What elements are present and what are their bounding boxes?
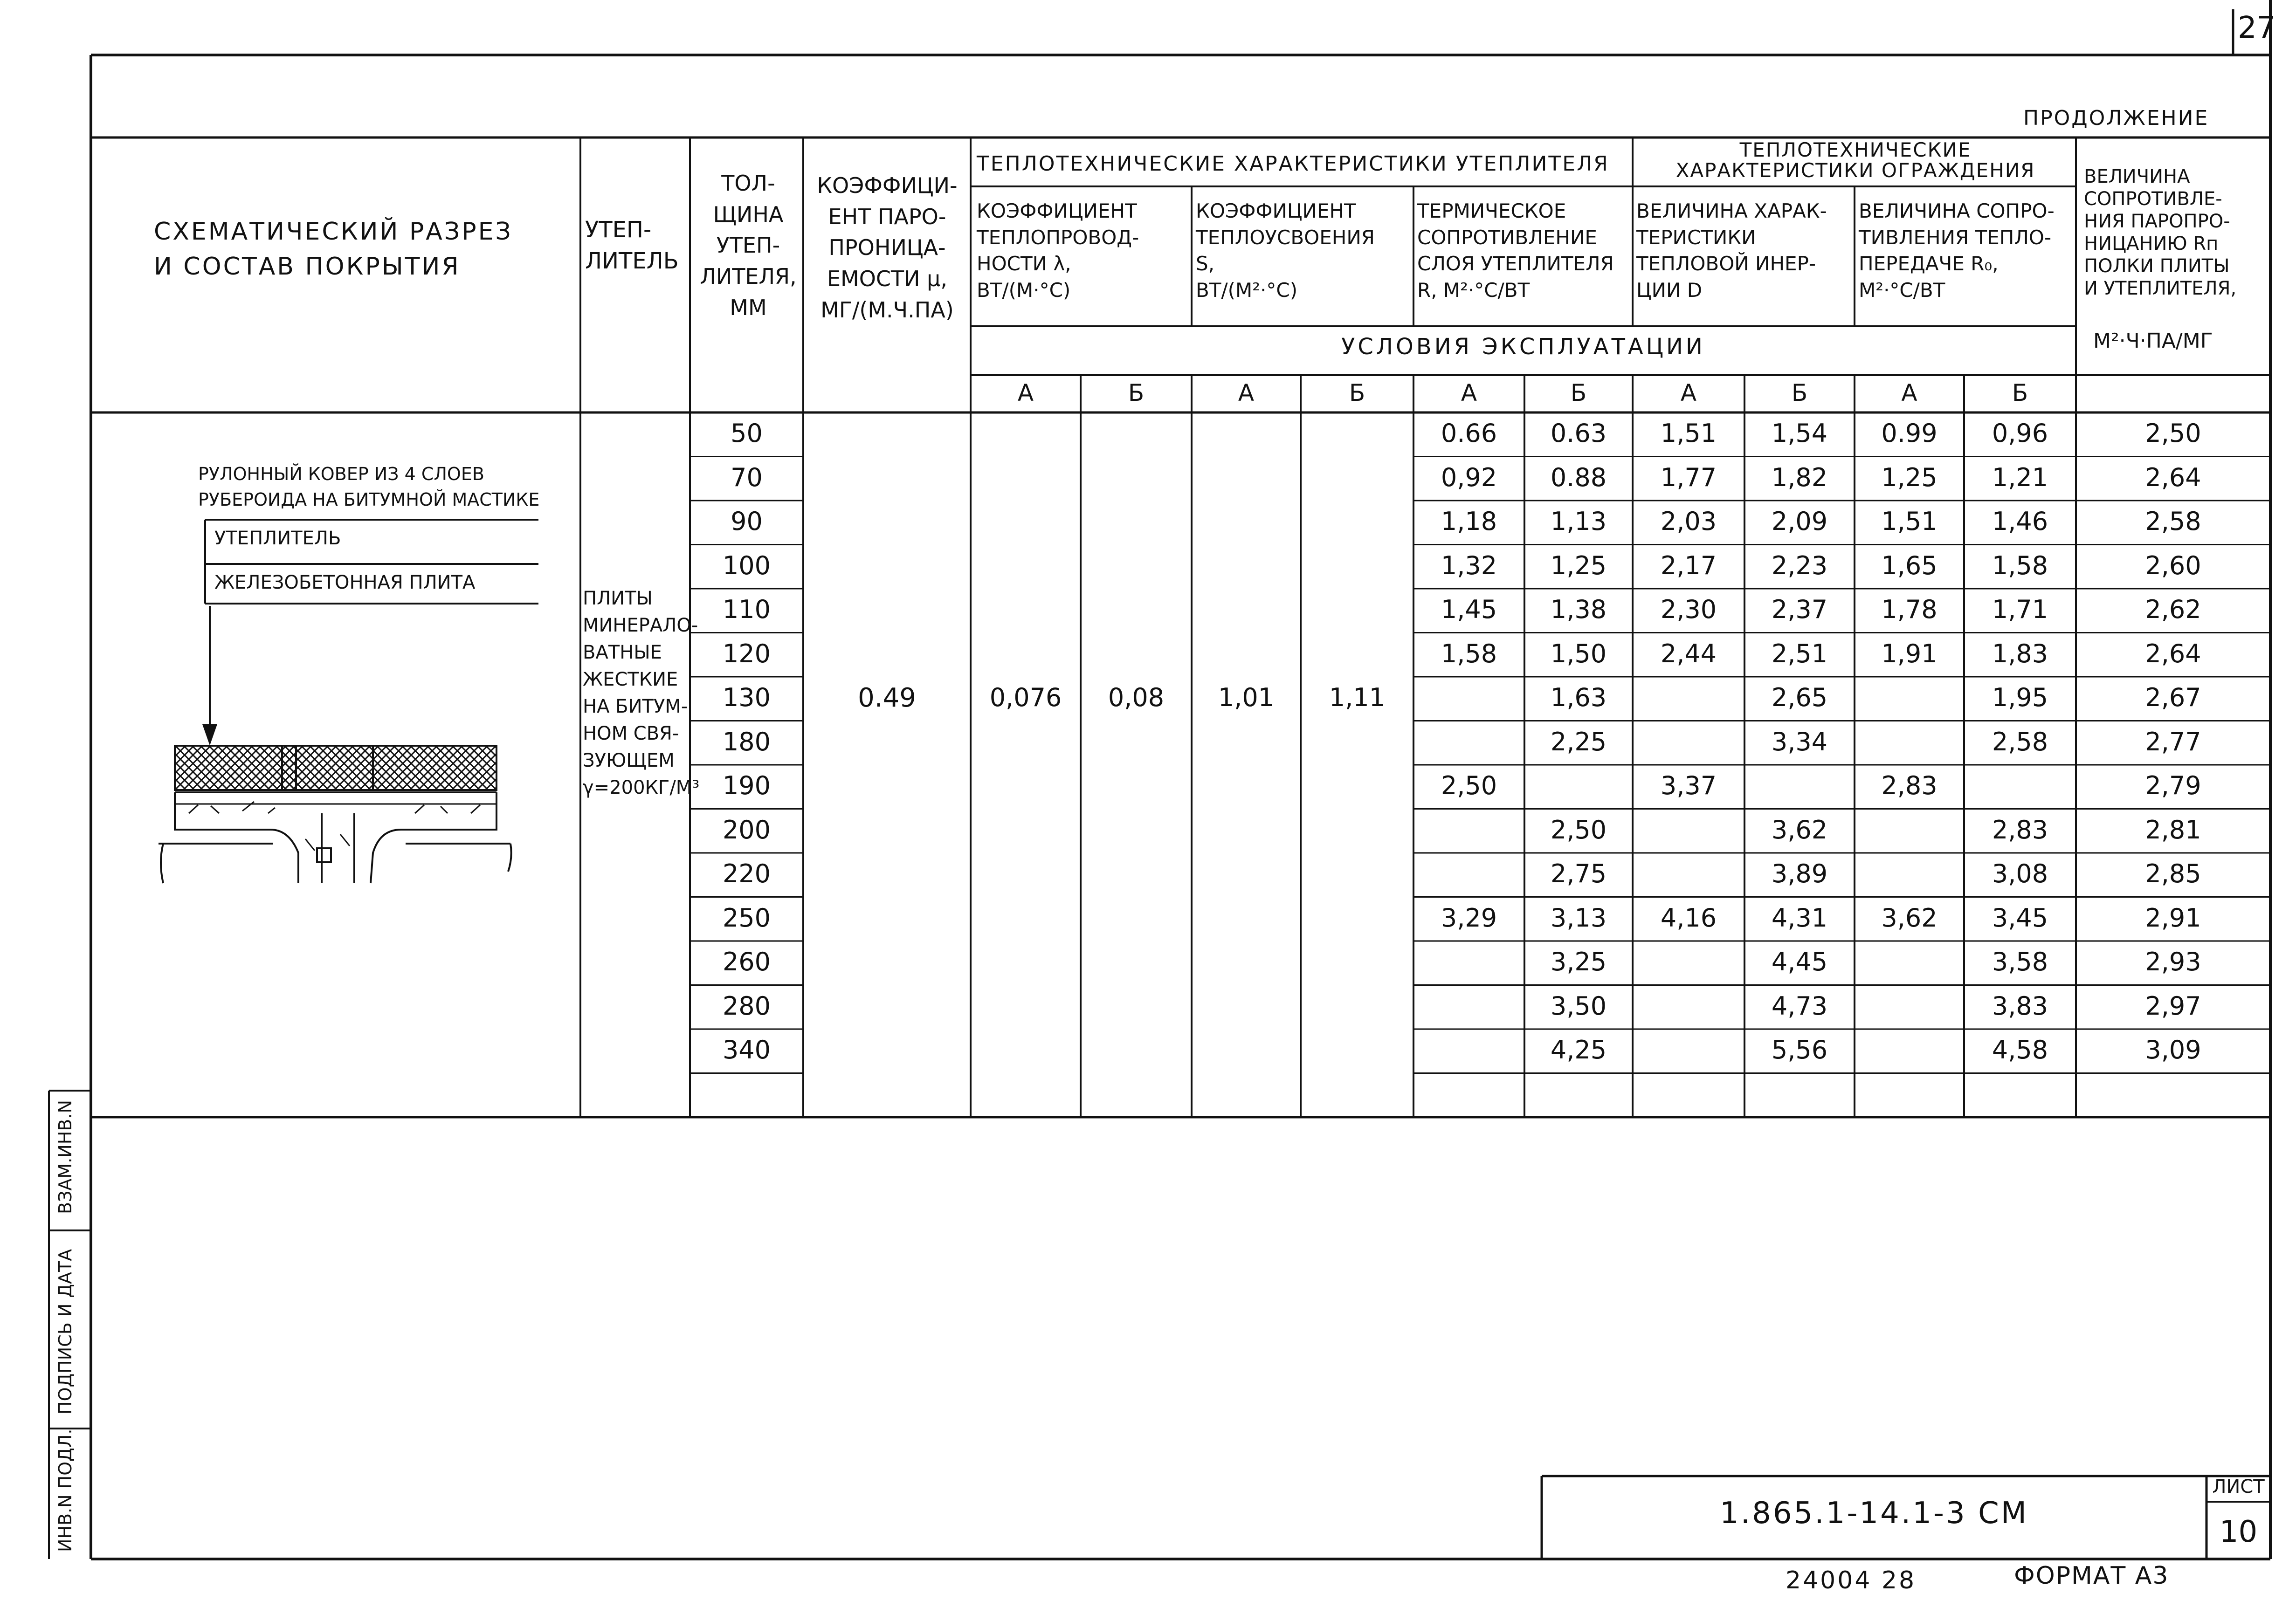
conductivity-b-value: 0,08 [1108,683,1165,712]
table-cell-r0b: 1,58 [1992,550,2048,580]
table-cell-t: 90 [731,507,763,536]
condition-b-label: Б [2012,379,2028,406]
table-cell-db: 3,89 [1771,859,1828,888]
table-cell-da: 2,44 [1660,639,1717,668]
table-cell-db: 1,54 [1771,419,1828,448]
table-cell-rn: 2,62 [2145,595,2201,624]
table-cell-db: 2,09 [1771,507,1828,536]
material-description: ПЛИТЫ МИНЕРАЛО- ВАТНЫЕ ЖЕСТКИЕ НА БИТУМ- НОМ СВЯ- ЗУЮЩЕМ γ=200КГ/М³ [583,588,700,798]
format-label: ФОРМАТ А3 [2014,1562,2169,1590]
table-cell-t: 250 [722,903,771,933]
condition-b-label: Б [1349,379,1365,406]
table-cell-ra: 1,32 [1441,550,1497,580]
arrow-head [203,725,216,743]
insulation-block [282,746,373,790]
operating-conditions-header: УСЛОВИЯ ЭКСПЛУАТАЦИИ [1341,334,1705,360]
condition-b-label: Б [1570,379,1587,406]
insulation-layer-label: УТЕПЛИТЕЛЬ [214,528,341,549]
table-cell-ra: 1,18 [1441,507,1497,536]
joint-bolt [317,848,331,862]
table-cell-ra: 3,29 [1441,903,1497,933]
inertia-header: ВЕЛИЧИНА ХАРАК- ТЕРИСТИКИ ТЕПЛОВОЙ ИНЕР- ЦИИ D [1636,199,1827,302]
table-cell-r0b: 4,58 [1992,1035,2048,1065]
table-cell-db: 2,51 [1771,639,1828,668]
inventory-number: 24004 28 [1786,1566,1917,1594]
table-cell-db: 2,37 [1771,595,1828,624]
table-cell-rb: 1,25 [1550,550,1607,580]
table-cell-r0a: 1,51 [1881,507,1937,536]
table-cell-r0a: 1,78 [1881,595,1937,624]
condition-a-label: А [1238,379,1255,406]
table-cell-rn: 2,85 [2145,859,2201,888]
table-cell-r0a: 0.99 [1881,419,1937,448]
table-cell-rb: 3,25 [1550,947,1607,976]
condition-a-label: А [1901,379,1917,406]
envelope-group-header: ТЕПЛОТЕХНИЧЕСКИЕ ХАРАКТЕРИСТИКИ ОГРАЖДЕНИЯ [1675,138,2035,182]
table-cell-r0b: 2,83 [1992,815,2048,845]
table-cell-t: 70 [731,462,763,492]
absorption-b-value: 1,11 [1329,683,1386,712]
slab-edge-left [159,844,273,883]
table-cell-rn: 2,79 [2145,771,2201,800]
table-cell-ra: 2,50 [1441,771,1497,800]
table-cell-r0b: 2,58 [1992,727,2048,756]
table-cell-ra: 0.66 [1441,419,1497,448]
table-cell-t: 260 [722,947,771,976]
table-cell-r0b: 1,21 [1992,462,2048,492]
insulation-block [175,746,296,790]
table-cell-da: 4,16 [1660,903,1717,933]
table-cell-db: 4,73 [1771,991,1828,1021]
table-cell-rb: 0.88 [1550,462,1607,492]
table-cell-rn: 2,67 [2145,683,2201,712]
table-cell-db: 2,23 [1771,550,1828,580]
table-cell-da: 3,37 [1660,771,1717,800]
table-cell-da: 2,17 [1660,550,1717,580]
slab-left [175,792,298,883]
table-cell-da: 1,51 [1660,419,1717,448]
table-cell-r0a: 3,62 [1881,903,1937,933]
side-stamp-label: ПОДПИСЬ И ДАТА [55,1249,76,1415]
table-cell-t: 200 [722,815,771,845]
insulation-header: УТЕП- ЛИТЕЛЬ [585,217,679,275]
vapor-coeff-header: КОЭФФИЦИ- ЕНТ ПАРО- ПРОНИЦА- ЕМОСТИ μ, МГ/(М.Ч.ПА) [817,173,958,323]
table-cell-r0b: 1,71 [1992,595,2048,624]
absorption-header: КОЭФФИЦИЕНТ ТЕПЛОУСВОЕНИЯ S, ВТ/(М²·°С) [1196,199,1375,302]
table-cell-rn: 2,64 [2145,462,2201,492]
table-cell-r0a: 1,25 [1881,462,1937,492]
vapor-resistance-header: ВЕЛИЧИНА СОПРОТИВЛЕ- НИЯ ПАРОПРО- НИЦАНИЮ Rп ПОЛКИ ПЛИТЫ И УТЕПЛИТЕЛЯ, [2084,166,2237,299]
table-cell-t: 190 [722,771,771,800]
thickness-header: ТОЛ- ЩИНА УТЕП- ЛИТЕЛЯ, ММ [700,171,797,320]
table-cell-db: 1,82 [1771,462,1828,492]
sheet-label: ЛИСТ [2212,1476,2265,1497]
table-cell-t: 340 [722,1035,771,1065]
table-cell-db: 3,62 [1771,815,1828,845]
table-cell-rb: 1,63 [1550,683,1607,712]
table-cell-rn: 2,77 [2145,727,2201,756]
table-cell-r0b: 1,83 [1992,639,2048,668]
heat-transfer-header: ВЕЛИЧИНА СОПРО- ТИВЛЕНИЯ ТЕПЛО- ПЕРЕДАЧЕ R₀, М²·°С/ВТ [1859,199,2055,302]
condition-b-label: Б [1791,379,1808,406]
table-cell-rb: 0.63 [1550,419,1607,448]
table-cell-t: 280 [722,991,771,1021]
table-cell-t: 180 [722,727,771,756]
table-cell-db: 5,56 [1771,1035,1828,1065]
table-cell-db: 4,45 [1771,947,1828,976]
table-cell-rn: 2,58 [2145,507,2201,536]
table-cell-da: 1,77 [1660,462,1717,492]
table-cell-rn: 2,60 [2145,550,2201,580]
slab-right [371,792,496,883]
table-cell-rn: 2,64 [2145,639,2201,668]
table-cell-t: 220 [722,859,771,888]
condition-a-label: А [1017,379,1034,406]
insulation-group-header: ТЕПЛОТЕХНИЧЕСКИЕ ХАРАКТЕРИСТИКИ УТЕПЛИТЕЛЯ [977,152,1609,176]
table-cell-rn: 2,50 [2145,419,2201,448]
table-cell-t: 110 [722,595,771,624]
table-cell-db: 4,31 [1771,903,1828,933]
table-cell-rb: 3,13 [1550,903,1607,933]
side-stamp-label: ИНВ.N ПОДЛ. [55,1429,76,1552]
table-cell-ra: 1,45 [1441,595,1497,624]
table-cell-t: 100 [722,550,771,580]
table-cell-da: 2,03 [1660,507,1717,536]
table-cell-da: 2,30 [1660,595,1717,624]
table-cell-db: 2,65 [1771,683,1828,712]
table-cell-rn: 2,97 [2145,991,2201,1021]
conductivity-header: КОЭФФИЦИЕНТ ТЕПЛОПРОВОД- НОСТИ λ, ВТ/(М·°С) [977,199,1139,302]
table-cell-rb: 1,50 [1550,639,1607,668]
table-cell-rb: 4,25 [1550,1035,1607,1065]
table-cell-r0b: 1,95 [1992,683,2048,712]
table-cell-t: 130 [722,683,771,712]
table-cell-rb: 1,13 [1550,507,1607,536]
vapor-resistance-unit: М²·Ч·ПА/МГ [2093,329,2213,353]
table-cell-rn: 3,09 [2145,1035,2201,1065]
condition-b-label: Б [1128,379,1145,406]
scheme-header: СХЕМАТИЧЕСКИЙ РАЗРЕЗ И СОСТАВ ПОКРЫТИЯ [154,218,513,281]
table-cell-r0b: 3,58 [1992,947,2048,976]
table-cell-r0a: 1,91 [1881,639,1937,668]
table-cell-r0b: 3,45 [1992,903,2048,933]
slab-layer-label: ЖЕЛЕЗОБЕТОННАЯ ПЛИТА [214,572,476,593]
table-cell-r0b: 3,83 [1992,991,2048,1021]
table-cell-rn: 2,81 [2145,815,2201,845]
condition-a-label: А [1680,379,1697,406]
table-cell-r0b: 0,96 [1992,419,2048,448]
table-cell-rb: 2,25 [1550,727,1607,756]
side-stamp-label: ВЗАМ.ИНВ.N [55,1100,76,1214]
table-cell-rn: 2,91 [2145,903,2201,933]
table-cell-rb: 1,38 [1550,595,1607,624]
table-cell-r0a: 2,83 [1881,771,1937,800]
thermal-resistance-header: ТЕРМИЧЕСКОЕ СОПРОТИВЛЕНИЕ СЛОЯ УТЕПЛИТЕЛЯ R, М²·°С/ВТ [1417,199,1614,302]
roof-carpet-label: РУЛОННЫЙ КОВЕР ИЗ 4 СЛОЕВ РУБЕРОИДА НА БИТУМНОЙ МАСТИКЕ [198,464,540,510]
table-cell-t: 120 [722,639,771,668]
table-cell-rb: 3,50 [1550,991,1607,1021]
table-cell-t: 50 [731,419,763,448]
sheet-number: 10 [2219,1515,2258,1549]
continuation-label: ПРОДОЛЖЕНИЕ [2023,106,2209,130]
table-cell-rb: 2,50 [1550,815,1607,845]
table-cell-rn: 2,93 [2145,947,2201,976]
document-code: 1.865.1-14.1-3 СМ [1720,1496,2028,1531]
table-cell-ra: 1,58 [1441,639,1497,668]
table-cell-r0b: 3,08 [1992,859,2048,888]
page-number: 27 [2238,11,2276,45]
slab-edge-right [406,844,511,872]
table-cell-r0a: 1,65 [1881,550,1937,580]
table-cell-r0b: 1,46 [1992,507,2048,536]
table-cell-rb: 2,75 [1550,859,1607,888]
table-cell-db: 3,34 [1771,727,1828,756]
conductivity-a-value: 0,076 [989,683,1062,712]
absorption-a-value: 1,01 [1218,683,1275,712]
vapor-coeff-value: 0.49 [858,683,916,713]
insulation-block [373,746,496,790]
condition-a-label: А [1461,379,1477,406]
table-cell-ra: 0,92 [1441,462,1497,492]
